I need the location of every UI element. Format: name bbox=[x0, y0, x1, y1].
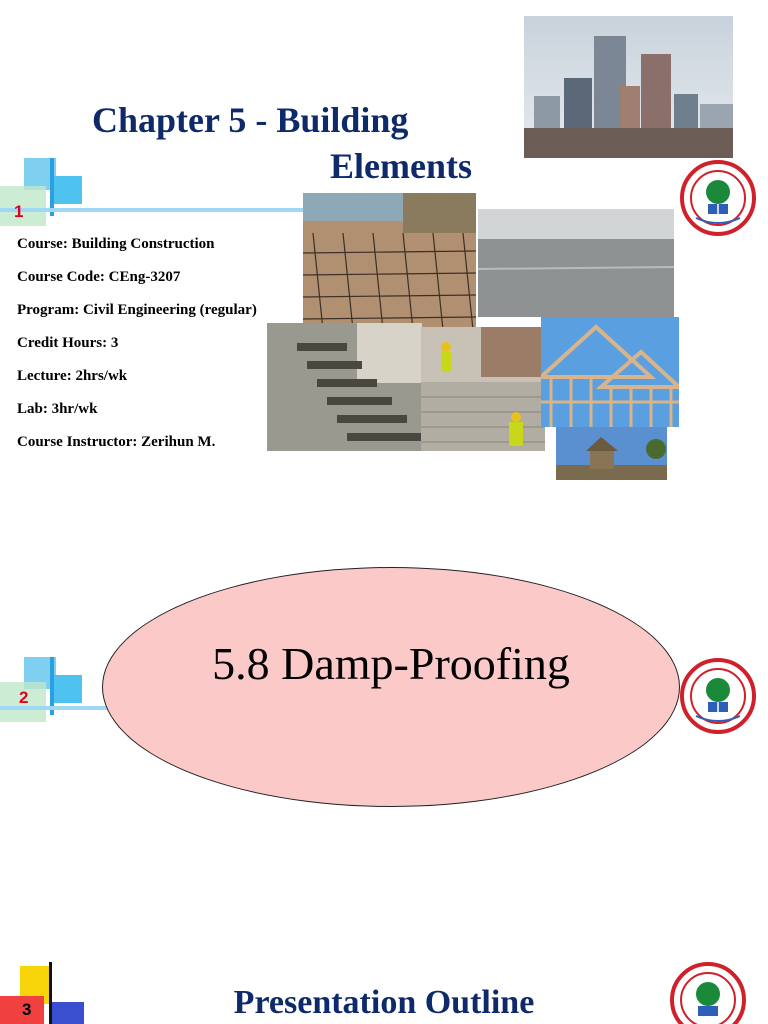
slide-2 bbox=[0, 512, 768, 920]
course-info-list bbox=[17, 234, 257, 465]
stairs-formwork-photo bbox=[267, 323, 422, 451]
foundation-rebar-photo bbox=[303, 193, 476, 330]
traditional-hut-photo bbox=[556, 427, 667, 480]
university-seal-icon bbox=[680, 160, 756, 236]
course-info-item: Program: Civil Engineering (regular) bbox=[17, 302, 257, 318]
timber-frame-house-photo bbox=[541, 317, 679, 427]
course-info-item: Course Instructor: Zerihun M. bbox=[17, 434, 216, 450]
university-seal-icon bbox=[670, 962, 746, 1024]
slide-3 bbox=[0, 920, 768, 1024]
course-info-item: Credit Hours: 3 bbox=[17, 335, 119, 351]
slide-title: 5.8 Damp-Proofing bbox=[212, 638, 570, 689]
masonry-wall-photo bbox=[421, 327, 545, 451]
slide-title: Presentation Outline bbox=[233, 984, 535, 1021]
slide-number: 2 bbox=[19, 688, 29, 707]
slide-title-line1: Chapter 5 - Building bbox=[92, 100, 409, 140]
course-info-item: Course Code: CEng-3207 bbox=[17, 269, 181, 285]
course-info-item: Lab: 3hr/wk bbox=[17, 401, 98, 417]
slide-number: 1 bbox=[14, 202, 24, 221]
course-info-item: Lecture: 2hrs/wk bbox=[17, 368, 128, 384]
course-info-item: Course: Building Construction bbox=[17, 236, 215, 252]
city-skyline-photo bbox=[524, 16, 733, 158]
slide-number: 3 bbox=[22, 1000, 32, 1019]
university-seal-icon bbox=[680, 658, 756, 734]
concrete-floor-photo bbox=[478, 209, 674, 317]
slide-title-line2: Elements bbox=[330, 146, 472, 186]
